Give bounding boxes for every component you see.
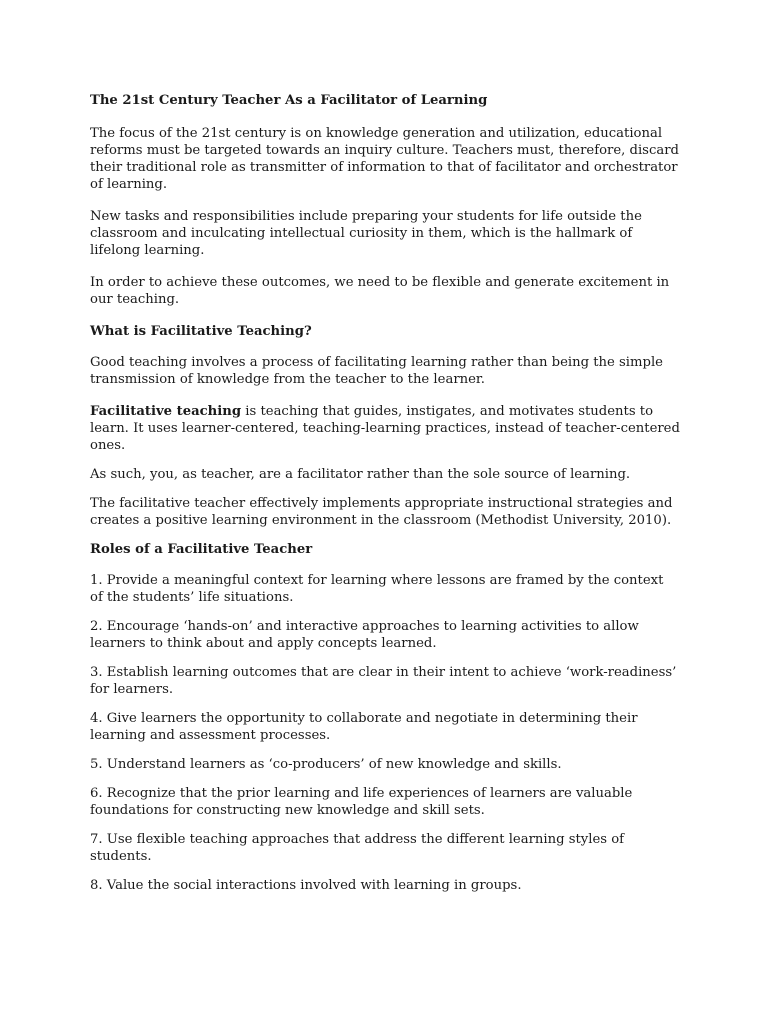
list-item: 5. Understand learners as ‘co-producers’ of new knowledge and skills. <box>90 757 562 772</box>
facilitative-paragraph-3: As such, you, as teacher, are a facilitator rather than the sole source of learning. <box>90 467 631 482</box>
list-item: 7. Use flexible teaching approaches that address the different learning styles of students. <box>90 832 625 864</box>
facilitative-teaching-term: Facilitative teaching <box>90 404 242 419</box>
list-item: 2. Encourage ‘hands-on’ and interactive approaches to learning activities to allow learners to think about and apply concepts learned. <box>90 619 639 651</box>
list-item: 1. Provide a meaningful context for learning where lessons are framed by the context of the students’ life situations. <box>90 573 664 605</box>
list-item: 6. Recognize that the prior learning and life experiences of learners are valuable foundations for constructing new knowledge and skill sets. <box>90 786 633 818</box>
facilitative-teaching-definition: is teaching that guides, instigates, and motivates students to learn. It uses learner-centered, teaching-learning practices, instead of teacher-centered ones. <box>90 404 680 453</box>
intro-paragraph-1: The focus of the 21st century is on knowledge generation and utilization, educational reforms must be targeted towards an inquiry culture. Teachers must, therefore, discard their traditional role as transmitter of information to that of facilitator and orchestrator of learning. <box>90 126 679 192</box>
intro-paragraph-2: New tasks and responsibilities include preparing your students for life outside the classroom and inculcating intellectual curiosity in them, which is the hallmark of lifelong learning. <box>90 209 642 258</box>
document-title: The 21st Century Teacher As a Facilitator of Learning <box>90 93 488 108</box>
intro-paragraph-3: In order to achieve these outcomes, we need to be flexible and generate excitement in our teaching. <box>90 275 670 307</box>
list-item: 8. Value the social interactions involved with learning in groups. <box>90 878 522 893</box>
roles-list <box>90 572 680 894</box>
document-page <box>90 92 680 906</box>
facilitative-paragraph-2 <box>90 403 680 454</box>
list-item: 4. Give learners the opportunity to collaborate and negotiate in determining their learning and assessment processes. <box>90 711 638 743</box>
list-item: 3. Establish learning outcomes that are clear in their intent to achieve ‘work-readiness’ for learners. <box>90 665 677 697</box>
section-heading-roles: Roles of a Facilitative Teacher <box>90 542 313 557</box>
facilitative-paragraph-1: Good teaching involves a process of facilitating learning rather than being the simple transmission of knowledge from the teacher to the learner. <box>90 355 663 387</box>
section-heading-facilitative-teaching: What is Facilitative Teaching? <box>90 324 312 339</box>
facilitative-paragraph-4: The facilitative teacher effectively implements appropriate instructional strategies and creates a positive learning environment in the classroom (Methodist University, 2010). <box>90 496 673 528</box>
